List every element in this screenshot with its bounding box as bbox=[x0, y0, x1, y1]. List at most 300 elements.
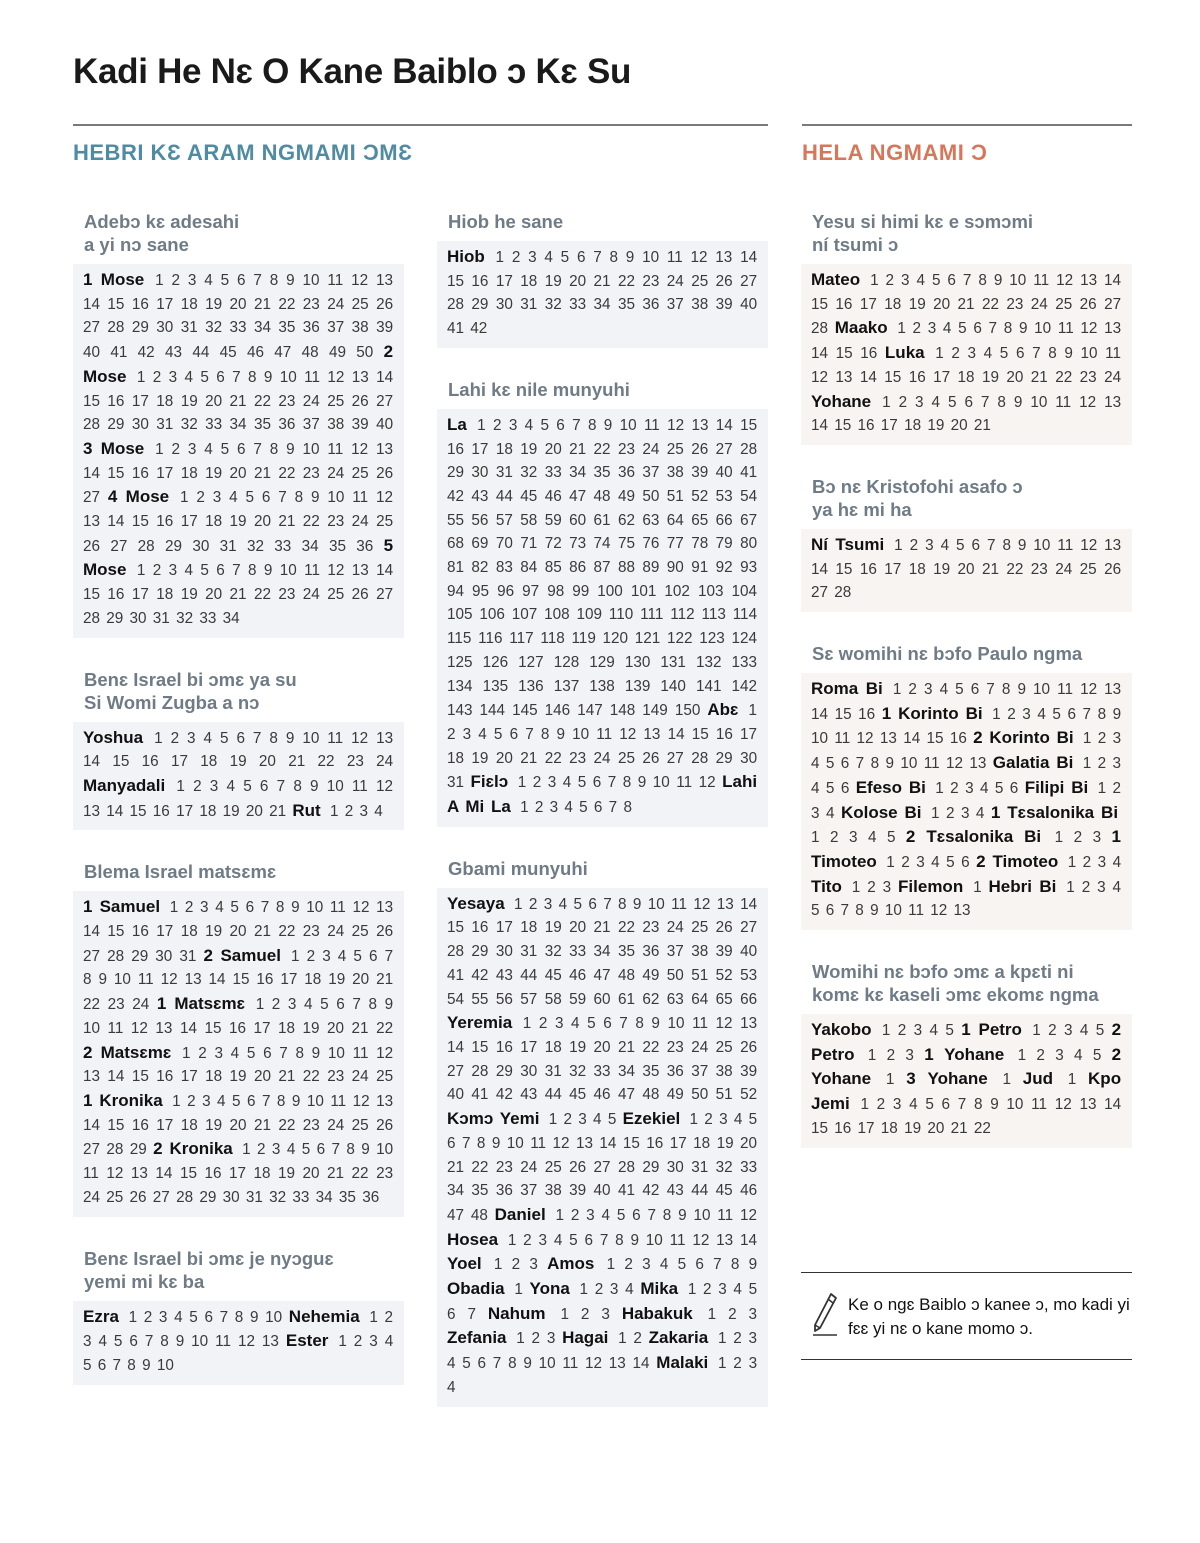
chapter-number[interactable]: 11 bbox=[304, 562, 320, 580]
chapter-number[interactable]: 17 bbox=[280, 971, 298, 989]
chapter-number[interactable]: 4 bbox=[174, 1308, 183, 1326]
chapter-number[interactable]: 23 bbox=[346, 753, 364, 771]
chapter-number[interactable]: 23 bbox=[617, 440, 635, 458]
chapter-number[interactable]: 10 bbox=[279, 562, 297, 580]
chapter-number[interactable]: 23 bbox=[666, 1038, 684, 1056]
chapter-number[interactable]: 52 bbox=[740, 1086, 758, 1104]
chapter-number[interactable]: 26 bbox=[376, 1116, 394, 1134]
chapter-number[interactable]: 7 bbox=[461, 1134, 471, 1152]
chapter-number[interactable]: 14 bbox=[106, 802, 124, 820]
chapter-number[interactable]: 3 bbox=[529, 1256, 538, 1274]
chapter-number[interactable]: 31 bbox=[179, 947, 197, 965]
chapter-number[interactable]: 3 bbox=[748, 1330, 757, 1348]
chapter-number[interactable]: 47 bbox=[569, 487, 587, 505]
chapter-number[interactable]: 35 bbox=[617, 943, 635, 961]
chapter-number[interactable]: 7 bbox=[986, 536, 996, 554]
chapter-number[interactable]: 12 bbox=[1056, 272, 1074, 289]
chapter-number[interactable]: 20 bbox=[927, 1119, 945, 1137]
chapter-number[interactable]: 28 bbox=[107, 947, 125, 965]
chapter-number[interactable]: 24 bbox=[132, 996, 150, 1014]
chapter-number[interactable]: 48 bbox=[301, 344, 319, 362]
chapter-number[interactable]: 20 bbox=[544, 440, 562, 458]
chapter-number[interactable]: 6 bbox=[204, 1308, 213, 1326]
chapter-number[interactable]: 8 bbox=[618, 895, 627, 913]
chapter-number[interactable]: 45 bbox=[544, 966, 562, 984]
chapter-number[interactable]: 13 bbox=[184, 971, 202, 989]
chapter-number[interactable]: 19 bbox=[205, 1116, 223, 1134]
chapter-number[interactable]: 15 bbox=[129, 802, 147, 820]
chapter-number[interactable]: 37 bbox=[666, 943, 684, 961]
chapter-number[interactable]: 16 bbox=[949, 730, 967, 748]
chapter-number[interactable]: 1 bbox=[618, 1330, 627, 1348]
chapter-number[interactable]: 12 bbox=[690, 249, 708, 266]
chapter-number[interactable]: 40 bbox=[83, 344, 101, 362]
chapter-number[interactable]: 21 bbox=[447, 1158, 465, 1176]
chapter-number[interactable]: 7 bbox=[260, 899, 270, 917]
chapter-number[interactable]: 32 bbox=[205, 319, 223, 337]
chapter-number[interactable]: 55 bbox=[471, 990, 489, 1008]
chapter-number[interactable]: 9 bbox=[1018, 320, 1028, 338]
chapter-number[interactable]: 39 bbox=[691, 464, 709, 482]
chapter-number[interactable]: 14 bbox=[811, 560, 829, 578]
chapter-number[interactable]: 19 bbox=[544, 919, 562, 937]
chapter-number[interactable]: 14 bbox=[632, 1355, 650, 1373]
chapter-number[interactable]: 26 bbox=[376, 923, 394, 941]
chapter-number[interactable]: 10 bbox=[279, 368, 297, 386]
chapter-number[interactable]: 104 bbox=[731, 582, 758, 600]
chapter-number[interactable]: 13 bbox=[1079, 1096, 1097, 1114]
chapter-number[interactable]: 4 bbox=[931, 393, 941, 411]
chapter-number[interactable]: 9 bbox=[990, 1096, 999, 1114]
chapter-number[interactable]: 22 bbox=[593, 440, 611, 458]
chapter-number[interactable]: 11 bbox=[304, 368, 320, 386]
chapter-number[interactable]: 20 bbox=[495, 749, 513, 767]
chapter-number[interactable]: 1 bbox=[128, 1308, 138, 1326]
chapter-number[interactable]: 28 bbox=[617, 1158, 635, 1176]
chapter-number[interactable]: 19 bbox=[904, 1119, 922, 1137]
chapter-number[interactable]: 22 bbox=[544, 749, 562, 767]
chapter-number[interactable]: 36 bbox=[617, 464, 635, 482]
chapter-number[interactable]: 44 bbox=[544, 1086, 562, 1104]
chapter-number[interactable]: 1 bbox=[495, 249, 505, 266]
chapter-number[interactable]: 24 bbox=[593, 749, 611, 767]
chapter-number[interactable]: 13 bbox=[835, 368, 853, 386]
chapter-number[interactable]: 3 bbox=[549, 799, 559, 817]
chapter-number[interactable]: 16 bbox=[908, 368, 926, 386]
chapter-number[interactable]: 3 bbox=[1112, 755, 1121, 773]
chapter-number[interactable]: 13 bbox=[83, 1068, 101, 1086]
chapter-number[interactable]: 70 bbox=[495, 535, 513, 553]
chapter-number[interactable]: 99 bbox=[572, 582, 590, 600]
chapter-number[interactable]: 20 bbox=[950, 417, 968, 435]
chapter-number[interactable]: 42 bbox=[642, 1182, 660, 1200]
chapter-number[interactable]: 15 bbox=[471, 1038, 489, 1056]
chapter-number[interactable]: 12 bbox=[351, 272, 369, 289]
chapter-number[interactable]: 54 bbox=[447, 990, 465, 1008]
chapter-number[interactable]: 5 bbox=[999, 345, 1009, 363]
chapter-number[interactable]: 12 bbox=[946, 755, 964, 773]
chapter-number[interactable]: 108 bbox=[544, 606, 570, 624]
chapter-number[interactable]: 18 bbox=[447, 749, 465, 767]
chapter-number[interactable]: 19 bbox=[302, 1019, 320, 1037]
chapter-number[interactable]: 8 bbox=[127, 1356, 136, 1374]
chapter-number[interactable]: 46 bbox=[740, 1182, 758, 1200]
chapter-number[interactable]: 28 bbox=[691, 749, 709, 767]
chapter-number[interactable]: 5 bbox=[220, 440, 230, 458]
chapter-number[interactable]: 8 bbox=[293, 777, 302, 795]
chapter-number[interactable]: 14 bbox=[740, 249, 758, 266]
chapter-number[interactable]: 9 bbox=[142, 1356, 151, 1374]
chapter-number[interactable]: 1 bbox=[514, 1281, 523, 1299]
chapter-number[interactable]: 105 bbox=[447, 606, 473, 624]
chapter-number[interactable]: 20 bbox=[1006, 368, 1024, 386]
chapter-number[interactable]: 4 bbox=[1112, 853, 1122, 871]
chapter-number[interactable]: 96 bbox=[497, 582, 515, 600]
chapter-number[interactable]: 16 bbox=[471, 272, 489, 290]
chapter-number[interactable]: 1 bbox=[1054, 829, 1064, 847]
chapter-number[interactable]: 21 bbox=[288, 753, 306, 771]
chapter-number[interactable]: 10 bbox=[652, 774, 670, 792]
chapter-number[interactable]: 46 bbox=[246, 344, 264, 362]
chapter-number[interactable]: 17 bbox=[156, 923, 174, 941]
chapter-number[interactable]: 38 bbox=[666, 464, 684, 482]
chapter-number[interactable]: 31 bbox=[152, 609, 170, 627]
chapter-number[interactable]: 12 bbox=[1054, 1096, 1072, 1114]
chapter-number[interactable]: 29 bbox=[164, 537, 182, 555]
chapter-number[interactable]: 147 bbox=[577, 702, 603, 720]
chapter-number[interactable]: 37 bbox=[642, 464, 660, 482]
chapter-number[interactable]: 1 bbox=[179, 489, 189, 507]
chapter-number[interactable]: 137 bbox=[553, 677, 580, 695]
chapter-number[interactable]: 4 bbox=[979, 779, 989, 797]
chapter-number[interactable]: 14 bbox=[447, 1038, 465, 1056]
chapter-number[interactable]: 25 bbox=[691, 272, 709, 290]
chapter-number[interactable]: 24 bbox=[520, 1158, 538, 1176]
chapter-number[interactable]: 5 bbox=[540, 416, 549, 434]
chapter-number[interactable]: 2 bbox=[633, 1330, 642, 1348]
chapter-number[interactable]: 16 bbox=[131, 923, 149, 941]
chapter-number[interactable]: 5 bbox=[947, 393, 957, 411]
chapter-number[interactable]: 14 bbox=[739, 1231, 757, 1249]
chapter-number[interactable]: 4 bbox=[304, 996, 313, 1014]
chapter-number[interactable]: 9 bbox=[286, 440, 295, 458]
chapter-number[interactable]: 6 bbox=[576, 249, 586, 266]
chapter-number[interactable]: 6 bbox=[245, 899, 255, 917]
chapter-number[interactable]: 36 bbox=[302, 319, 320, 337]
chapter-number[interactable]: 1 bbox=[1002, 1071, 1011, 1089]
chapter-number[interactable]: 24 bbox=[1030, 295, 1048, 313]
chapter-number[interactable]: 19 bbox=[222, 802, 240, 820]
chapter-number[interactable]: 17 bbox=[176, 802, 194, 820]
chapter-number[interactable]: 38 bbox=[351, 319, 369, 337]
chapter-number[interactable]: 11 bbox=[596, 725, 613, 743]
chapter-number[interactable]: 38 bbox=[544, 1182, 562, 1200]
chapter-number[interactable]: 24 bbox=[327, 1116, 345, 1134]
chapter-number[interactable]: 26 bbox=[83, 537, 101, 555]
chapter-number[interactable]: 29 bbox=[495, 1062, 513, 1080]
chapter-number[interactable]: 9 bbox=[603, 416, 613, 434]
chapter-number[interactable]: 1 bbox=[155, 272, 164, 289]
chapter-number[interactable]: 5 bbox=[220, 272, 230, 289]
chapter-number[interactable]: 9 bbox=[263, 562, 273, 580]
chapter-number[interactable]: 7 bbox=[467, 1305, 476, 1323]
chapter-number[interactable]: 9 bbox=[311, 1044, 321, 1062]
chapter-number[interactable]: 126 bbox=[482, 653, 509, 671]
chapter-number[interactable]: 13 bbox=[375, 272, 393, 289]
chapter-number[interactable]: 15 bbox=[107, 464, 125, 482]
chapter-number[interactable]: 1 bbox=[493, 1256, 503, 1274]
chapter-number[interactable]: 28 bbox=[176, 1188, 194, 1206]
chapter-number[interactable]: 1 bbox=[1082, 755, 1092, 773]
chapter-number[interactable]: 14 bbox=[903, 730, 921, 748]
chapter-number[interactable]: 6 bbox=[632, 1206, 641, 1224]
chapter-number[interactable]: 24 bbox=[691, 1038, 709, 1056]
chapter-number[interactable]: 8 bbox=[609, 249, 619, 266]
chapter-number[interactable]: 1 bbox=[687, 1281, 697, 1299]
chapter-number[interactable]: 17 bbox=[859, 295, 877, 313]
chapter-number[interactable]: 148 bbox=[609, 702, 636, 720]
chapter-number[interactable]: 16 bbox=[646, 1134, 664, 1152]
chapter-number[interactable]: 27 bbox=[83, 1141, 101, 1159]
chapter-number[interactable]: 6 bbox=[584, 1231, 593, 1249]
chapter-number[interactable]: 8 bbox=[1003, 320, 1013, 338]
chapter-number[interactable]: 25 bbox=[327, 392, 345, 410]
chapter-number[interactable]: 58 bbox=[544, 990, 562, 1008]
chapter-number[interactable]: 3 bbox=[925, 536, 934, 554]
chapter-number[interactable]: 4 bbox=[601, 1206, 610, 1224]
chapter-number[interactable]: 45 bbox=[219, 344, 237, 362]
chapter-number[interactable]: 1 bbox=[329, 802, 339, 820]
chapter-number[interactable]: 12 bbox=[667, 416, 685, 434]
chapter-number[interactable]: 8 bbox=[1001, 681, 1011, 699]
chapter-number[interactable]: 2 bbox=[198, 1044, 207, 1062]
chapter-number[interactable]: 42 bbox=[471, 966, 489, 984]
chapter-number[interactable]: 33 bbox=[199, 609, 217, 627]
chapter-number[interactable]: 31 bbox=[219, 537, 237, 555]
chapter-number[interactable]: 24 bbox=[327, 923, 345, 941]
chapter-number[interactable]: 16 bbox=[131, 464, 149, 482]
chapter-number[interactable]: 23 bbox=[495, 1158, 513, 1176]
chapter-number[interactable]: 10 bbox=[645, 1231, 663, 1249]
chapter-number[interactable]: 14 bbox=[376, 368, 394, 386]
chapter-number[interactable]: 1 bbox=[885, 1071, 895, 1089]
chapter-number[interactable]: 10 bbox=[1006, 1096, 1024, 1114]
chapter-number[interactable]: 5 bbox=[232, 1092, 241, 1110]
chapter-number[interactable]: 10 bbox=[302, 440, 320, 458]
chapter-number[interactable]: 2 bbox=[1082, 853, 1092, 871]
chapter-number[interactable]: 4 bbox=[226, 777, 236, 795]
chapter-number[interactable]: 4 bbox=[204, 440, 213, 458]
chapter-number[interactable]: 61 bbox=[617, 990, 635, 1008]
chapter-number[interactable]: 27 bbox=[593, 1158, 611, 1176]
chapter-number[interactable]: 11 bbox=[562, 1355, 579, 1373]
chapter-number[interactable]: 90 bbox=[666, 559, 684, 577]
chapter-number[interactable]: 5 bbox=[748, 1281, 758, 1299]
chapter-number[interactable]: 2 bbox=[523, 1231, 532, 1249]
chapter-number[interactable]: 31 bbox=[691, 1158, 709, 1176]
chapter-number[interactable]: 36 bbox=[642, 943, 660, 961]
chapter-number[interactable]: 98 bbox=[547, 582, 565, 600]
chapter-number[interactable]: 7 bbox=[647, 1206, 656, 1224]
chapter-number[interactable]: 7 bbox=[608, 799, 618, 817]
chapter-number[interactable]: 44 bbox=[495, 487, 513, 505]
chapter-number[interactable]: 16 bbox=[141, 753, 159, 771]
chapter-number[interactable]: 8 bbox=[1048, 345, 1057, 363]
chapter-number[interactable]: 43 bbox=[164, 344, 182, 362]
chapter-number[interactable]: 23 bbox=[302, 1116, 320, 1134]
chapter-number[interactable]: 7 bbox=[855, 755, 865, 773]
chapter-number[interactable]: 2 bbox=[1097, 730, 1107, 748]
chapter-number[interactable]: 101 bbox=[630, 582, 657, 600]
chapter-number[interactable]: 3 bbox=[967, 345, 977, 363]
chapter-number[interactable]: 12 bbox=[1079, 393, 1097, 411]
chapter-number[interactable]: 8 bbox=[83, 971, 92, 989]
chapter-number[interactable]: 52 bbox=[715, 966, 733, 984]
chapter-number[interactable]: 10 bbox=[900, 755, 918, 773]
chapter-number[interactable]: 5 bbox=[886, 829, 896, 847]
chapter-number[interactable]: 31 bbox=[520, 943, 538, 961]
chapter-number[interactable]: 2 bbox=[876, 1096, 886, 1114]
chapter-number[interactable]: 19 bbox=[229, 1068, 247, 1086]
chapter-number[interactable]: 2 bbox=[171, 440, 180, 458]
chapter-number[interactable]: 33 bbox=[569, 296, 587, 314]
chapter-number[interactable]: 3 bbox=[1112, 730, 1122, 748]
chapter-number[interactable]: 23 bbox=[278, 392, 296, 410]
chapter-number[interactable]: 62 bbox=[642, 990, 660, 1008]
chapter-number[interactable]: 1 bbox=[860, 1096, 869, 1114]
chapter-number[interactable]: 6 bbox=[603, 1015, 612, 1033]
chapter-number[interactable]: 52 bbox=[691, 487, 709, 505]
chapter-number[interactable]: 23 bbox=[1079, 368, 1097, 386]
chapter-number[interactable]: 128 bbox=[553, 653, 580, 671]
chapter-number[interactable]: 16 bbox=[156, 1068, 174, 1086]
chapter-number[interactable]: 32 bbox=[269, 1188, 287, 1206]
chapter-number[interactable]: 7 bbox=[607, 774, 617, 792]
chapter-number[interactable]: 20 bbox=[245, 802, 263, 820]
chapter-number[interactable]: 2 bbox=[531, 1330, 541, 1348]
chapter-number[interactable]: 9 bbox=[263, 368, 273, 386]
chapter-number[interactable]: 9 bbox=[625, 249, 635, 266]
chapter-number[interactable]: 3 bbox=[214, 1044, 223, 1062]
chapter-number[interactable]: 16 bbox=[471, 919, 489, 937]
chapter-number[interactable]: 122 bbox=[667, 630, 693, 648]
chapter-number[interactable]: 23 bbox=[642, 919, 660, 937]
chapter-number[interactable]: 3 bbox=[965, 779, 974, 797]
chapter-number[interactable]: 14 bbox=[811, 417, 829, 435]
chapter-number[interactable]: 49 bbox=[642, 966, 660, 984]
chapter-number[interactable]: 7 bbox=[276, 777, 286, 795]
chapter-number[interactable]: 6 bbox=[316, 1141, 326, 1159]
chapter-number[interactable]: 21 bbox=[593, 272, 611, 290]
chapter-number[interactable]: 39 bbox=[569, 1182, 587, 1200]
chapter-number[interactable]: 9 bbox=[523, 1355, 532, 1373]
chapter-number[interactable]: 24 bbox=[376, 753, 394, 771]
chapter-number[interactable]: 10 bbox=[326, 777, 344, 795]
chapter-number[interactable]: 6 bbox=[236, 440, 246, 458]
chapter-number[interactable]: 5 bbox=[243, 777, 252, 795]
chapter-number[interactable]: 4 bbox=[929, 1022, 938, 1040]
chapter-number[interactable]: 4 bbox=[733, 1111, 743, 1129]
chapter-number[interactable]: 8 bbox=[870, 755, 880, 773]
chapter-number[interactable]: 6 bbox=[261, 489, 271, 507]
chapter-number[interactable]: 25 bbox=[1055, 295, 1073, 313]
chapter-number[interactable]: 23 bbox=[278, 586, 296, 604]
chapter-number[interactable]: 6 bbox=[825, 902, 835, 920]
chapter-number[interactable]: 3 bbox=[960, 804, 970, 822]
chapter-number[interactable]: 89 bbox=[642, 559, 660, 577]
chapter-number[interactable]: 9 bbox=[1112, 705, 1122, 723]
chapter-number[interactable]: 11 bbox=[330, 1092, 347, 1110]
chapter-number[interactable]: 65 bbox=[691, 511, 709, 529]
chapter-number[interactable]: 3 bbox=[642, 1256, 651, 1274]
chapter-number[interactable]: 12 bbox=[811, 368, 829, 386]
chapter-number[interactable]: 2 bbox=[912, 320, 922, 338]
chapter-number[interactable]: 8 bbox=[476, 1134, 486, 1152]
chapter-number[interactable]: 131 bbox=[660, 653, 686, 671]
chapter-number[interactable]: 17 bbox=[471, 440, 489, 458]
chapter-number[interactable]: 109 bbox=[576, 606, 603, 624]
chapter-number[interactable]: 24 bbox=[1104, 368, 1122, 386]
chapter-number[interactable]: 13 bbox=[375, 440, 393, 458]
chapter-number[interactable]: 11 bbox=[329, 899, 346, 917]
chapter-number[interactable]: 19 bbox=[927, 417, 945, 435]
chapter-number[interactable]: 2 bbox=[143, 1308, 153, 1326]
chapter-number[interactable]: 80 bbox=[740, 535, 758, 553]
chapter-number[interactable]: 8 bbox=[269, 272, 279, 289]
chapter-number[interactable]: 46 bbox=[544, 487, 562, 505]
chapter-number[interactable]: 21 bbox=[229, 586, 247, 604]
chapter-number[interactable]: 11 bbox=[1057, 536, 1074, 554]
chapter-number[interactable]: 17 bbox=[880, 417, 898, 435]
chapter-number[interactable]: 16 bbox=[204, 1165, 222, 1183]
chapter-number[interactable]: 6 bbox=[236, 729, 245, 747]
chapter-number[interactable]: 94 bbox=[447, 582, 465, 600]
chapter-number[interactable]: 37 bbox=[691, 1062, 709, 1080]
chapter-number[interactable]: 15 bbox=[811, 1119, 829, 1137]
chapter-number[interactable]: 7 bbox=[331, 1141, 340, 1159]
chapter-number[interactable]: 23 bbox=[376, 1165, 394, 1183]
chapter-number[interactable]: 23 bbox=[302, 923, 320, 941]
chapter-number[interactable]: 4 bbox=[447, 1355, 456, 1373]
chapter-number[interactable]: 13 bbox=[716, 1231, 734, 1249]
chapter-number[interactable]: 78 bbox=[691, 535, 709, 553]
chapter-number[interactable]: 14 bbox=[155, 1165, 173, 1183]
chapter-number[interactable]: 14 bbox=[811, 345, 829, 363]
chapter-number[interactable]: 18 bbox=[156, 586, 174, 604]
chapter-number[interactable]: 5 bbox=[246, 1044, 256, 1062]
chapter-number[interactable]: 17 bbox=[156, 464, 174, 482]
chapter-number[interactable]: 7 bbox=[619, 1015, 628, 1033]
chapter-number[interactable]: 4 bbox=[230, 1044, 240, 1062]
chapter-number[interactable]: 4 bbox=[916, 272, 925, 289]
chapter-number[interactable]: 8 bbox=[973, 1096, 983, 1114]
chapter-number[interactable]: 57 bbox=[520, 990, 538, 1008]
chapter-number[interactable]: 59 bbox=[569, 990, 587, 1008]
chapter-number[interactable]: 3 bbox=[882, 878, 892, 896]
chapter-number[interactable]: 10 bbox=[811, 730, 829, 748]
chapter-number[interactable]: 21 bbox=[950, 1119, 968, 1137]
chapter-number[interactable]: 1 bbox=[338, 1333, 347, 1351]
chapter-number[interactable]: 15 bbox=[622, 1134, 640, 1152]
chapter-number[interactable]: 29 bbox=[129, 1141, 147, 1159]
chapter-number[interactable]: 31 bbox=[495, 464, 513, 482]
chapter-number[interactable]: 6 bbox=[216, 368, 225, 386]
chapter-number[interactable]: 7 bbox=[1082, 705, 1092, 723]
chapter-number[interactable]: 38 bbox=[691, 943, 709, 961]
chapter-number[interactable]: 18 bbox=[495, 440, 513, 458]
chapter-number[interactable]: 25 bbox=[351, 923, 369, 941]
chapter-number[interactable]: 42 bbox=[447, 487, 465, 505]
